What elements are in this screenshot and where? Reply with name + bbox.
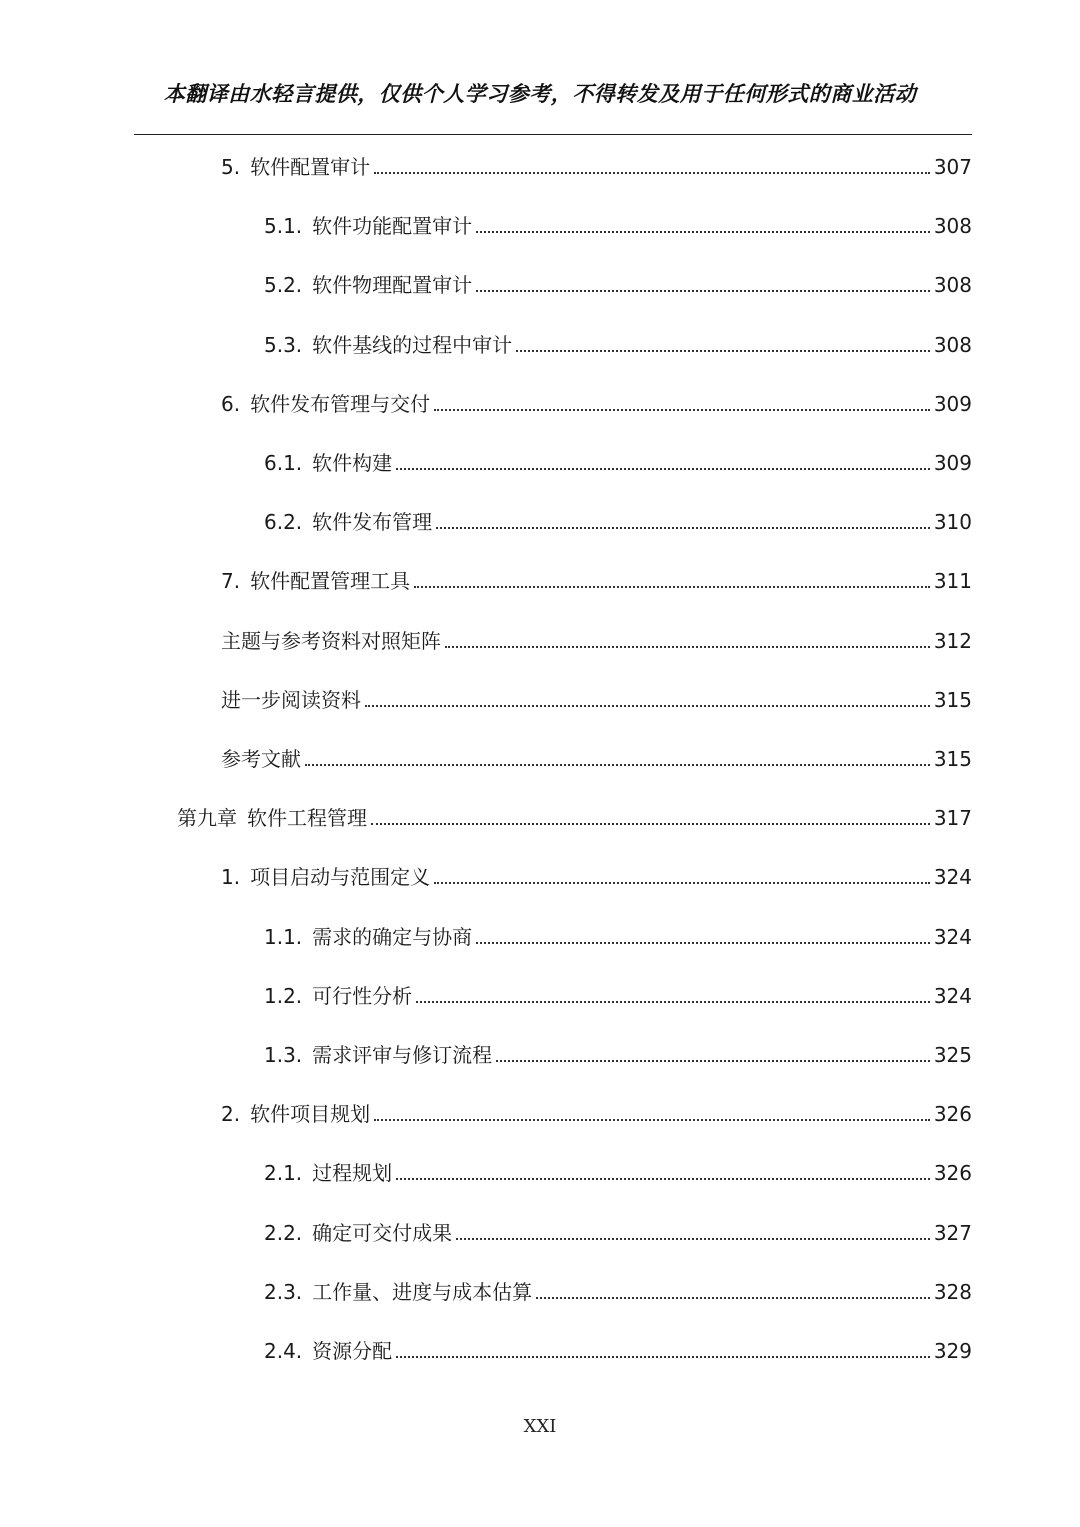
toc-dot-leader (536, 1297, 930, 1299)
toc-dot-leader (371, 823, 930, 825)
toc-dot-leader (414, 586, 930, 588)
toc-entry-title: 软件基线的过程中审计 (312, 332, 513, 357)
toc-entry-number: 6.2. (264, 510, 303, 535)
toc-entry-title: 软件发布管理 (312, 510, 433, 535)
toc-dot-leader (365, 705, 930, 707)
toc-entry-page: 309 (933, 391, 972, 416)
toc-dot-leader (396, 1356, 930, 1358)
toc-entry[interactable] (177, 803, 972, 833)
toc-entry-title: 资源分配 (312, 1339, 393, 1363)
toc-entry[interactable] (221, 152, 972, 182)
toc-entry[interactable] (221, 389, 972, 419)
toc-entry[interactable] (264, 1158, 972, 1188)
toc-dot-leader (476, 290, 930, 292)
toc-entry-number: 5. (221, 155, 241, 179)
toc-dot-leader (496, 1060, 930, 1062)
toc-entry[interactable] (221, 685, 972, 715)
toc-dot-leader (374, 1119, 930, 1121)
toc-dot-leader (476, 942, 930, 944)
toc-dot-leader (434, 882, 930, 884)
toc-entry-page: 308 (933, 332, 972, 357)
toc-entry[interactable] (221, 566, 972, 596)
toc-entry-page: 324 (933, 983, 972, 1008)
toc-entry-title: 软件配置审计 (250, 155, 371, 179)
toc-entry-page: 328 (933, 1279, 972, 1304)
toc-entry-number: 5.3. (264, 332, 303, 357)
toc-dot-leader (476, 231, 930, 233)
toc-entry-number: 6. (221, 391, 241, 416)
toc-dot-leader (374, 172, 930, 174)
toc-dot-leader (396, 1178, 930, 1180)
toc-entry-page: 308 (933, 273, 972, 298)
toc-dot-leader (456, 1238, 930, 1240)
toc-entry[interactable] (221, 862, 972, 892)
toc-entry-page: 308 (933, 214, 972, 239)
toc-entry-page: 326 (933, 1161, 972, 1186)
toc-entry[interactable] (264, 1040, 972, 1070)
toc-entry[interactable] (221, 626, 972, 656)
toc-dot-leader (305, 764, 930, 766)
toc-dot-leader (516, 350, 930, 352)
toc-entry-title: 软件功能配置审计 (312, 214, 473, 239)
toc-entry-page: 329 (933, 1339, 972, 1363)
toc-entry[interactable] (264, 981, 972, 1011)
toc-entry[interactable] (264, 922, 972, 952)
toc-entry-title: 可行性分析 (312, 983, 413, 1008)
toc-entry-page: 326 (933, 1102, 972, 1127)
toc-entry-number: 2.1. (264, 1161, 303, 1186)
toc-entry-title: 需求评审与修订流程 (312, 1043, 493, 1067)
toc-entry-title: 主题与参考资料对照矩阵 (221, 628, 441, 653)
toc-entry[interactable] (221, 1099, 972, 1129)
toc-entry-number: 1.1. (264, 924, 303, 949)
toc-entry-number: 1. (221, 865, 241, 890)
page-number: XXI (523, 1416, 557, 1437)
toc-entry-number: 5.1. (264, 214, 303, 239)
toc-entry-title: 软件物理配置审计 (312, 273, 473, 298)
toc-entry[interactable] (264, 330, 972, 360)
toc-entry-number: 2.4. (264, 1339, 303, 1363)
toc-entry-page: 310 (933, 510, 972, 535)
toc-entry-page: 312 (933, 628, 972, 653)
toc-entry[interactable] (264, 507, 972, 537)
toc-entry-number: 2.2. (264, 1220, 303, 1245)
toc-entry-page: 309 (933, 451, 972, 475)
toc-entry-title: 工作量、进度与成本估算 (312, 1279, 533, 1304)
toc-entry-page: 311 (933, 569, 972, 594)
toc-entry-number: 第九章 (177, 806, 237, 831)
toc-entry-title: 确定可交付成果 (312, 1220, 453, 1245)
toc-entry-page: 315 (933, 747, 972, 771)
toc-entry-title: 软件项目规划 (250, 1102, 371, 1127)
toc-entry-number: 1.2. (264, 983, 303, 1008)
toc-entry[interactable] (264, 448, 972, 478)
toc-entry-number: 5.2. (264, 273, 303, 298)
toc-dot-leader (396, 468, 930, 470)
toc-entry[interactable] (264, 211, 972, 241)
toc-entry-title: 过程规划 (312, 1161, 393, 1186)
toc-entry-page: 307 (933, 155, 972, 179)
toc-entry-number: 1.3. (264, 1043, 303, 1067)
toc-entry[interactable] (264, 1218, 972, 1248)
toc-entry-title: 软件配置管理工具 (250, 569, 411, 594)
toc-dot-leader (445, 646, 930, 648)
toc-entry-page: 317 (933, 806, 972, 831)
toc-entry-page: 325 (933, 1043, 972, 1067)
toc-entry-number: 2. (221, 1102, 241, 1127)
toc-entry-title: 项目启动与范围定义 (250, 865, 431, 890)
toc-entry[interactable] (264, 1277, 972, 1307)
toc-entry[interactable] (264, 270, 972, 300)
toc-entry-page: 324 (933, 924, 972, 949)
translation-notice-header: 本翻译由水轻言提供，仅供个人学习参考，不得转发及用于任何形式的商业活动 (163, 82, 917, 106)
toc-entry-page: 315 (933, 687, 972, 712)
toc-entry-title: 软件构建 (312, 451, 393, 475)
toc-dot-leader (416, 1001, 930, 1003)
toc-entry-number: 7. (221, 569, 241, 594)
toc-entry[interactable] (221, 744, 972, 774)
toc-dot-leader (436, 527, 930, 529)
toc-entry-number: 6.1. (264, 451, 303, 475)
toc-entry-title: 需求的确定与协商 (312, 924, 473, 949)
toc-entry-page: 327 (933, 1220, 972, 1245)
toc-entry-page: 324 (933, 865, 972, 890)
toc-entry[interactable] (264, 1336, 972, 1366)
toc-entry-number: 2.3. (264, 1279, 303, 1304)
toc-entry-title: 进一步阅读资料 (221, 687, 361, 712)
toc-dot-leader (434, 409, 930, 411)
toc-entry-title: 参考文献 (221, 747, 301, 771)
toc-entry-title: 软件工程管理 (247, 806, 367, 831)
toc-entry-title: 软件发布管理与交付 (250, 391, 431, 416)
